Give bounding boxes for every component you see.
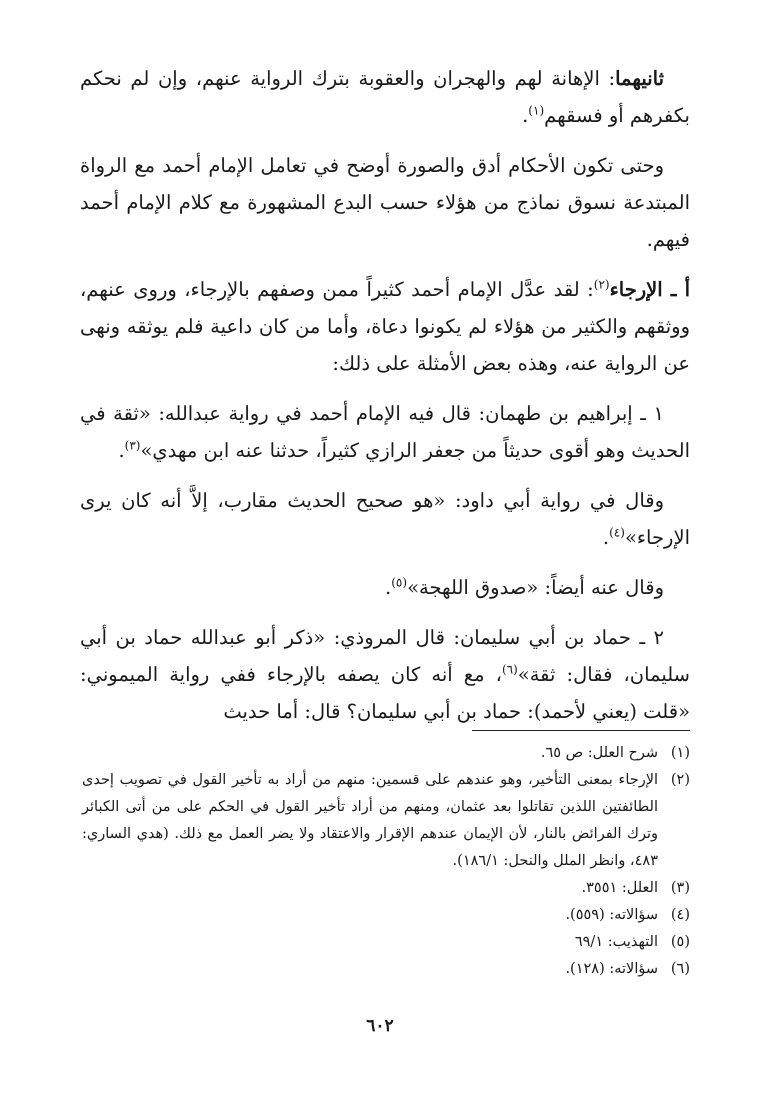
footnotes (82, 740, 690, 983)
paragraph-tail: . (385, 576, 392, 599)
footnote-number: (٤) (670, 907, 690, 923)
paragraph-text: ١ ـ إبراهيم بن طهمان: قال فيه الإمام أحمد في رواية عبدالله: «ثقة في الحديث وهو أقوى حديثاً من جعفر الرازي كثيراً، حدثنا عنه ابن مهدي» (80, 402, 690, 462)
paragraph-text: ٢ ـ حماد بن أبي سليمان: قال المروذي: «ذكر أبو عبدالله حماد بن أبي سليمان، فقال: ثقة» (80, 626, 690, 686)
footnote-number: (٢) (670, 772, 690, 788)
footnote-ref: (٦) (501, 662, 518, 677)
footnote-ref: (٤) (609, 525, 625, 540)
footnote (82, 929, 690, 956)
paragraph-ibrahim (80, 395, 690, 469)
footnote (82, 956, 690, 983)
footnote-divider (472, 730, 690, 731)
paragraph-intro (80, 147, 690, 258)
footnote-ref: (٢) (593, 277, 610, 292)
paragraph-tail: ، مع أنه كان يصفه بالإرجاء ففي رواية الميموني: «قلت (يعني لأحمد): حماد بن أبي سليمان؟ قال: أما حديث (80, 663, 690, 723)
footnote-number: (٦) (670, 961, 690, 977)
footnote (82, 767, 690, 875)
paragraph-tail: . (602, 526, 610, 549)
footnote-text: سؤالاته: (١٢٨). (565, 961, 658, 977)
paragraph-abu-dawud (80, 482, 690, 556)
paragraph-irja-heading (80, 271, 690, 382)
paragraph-text: وقال في رواية أبي داود: «هو صحيح الحديث مقارب، إلاَّ أنه كان يرى الإرجاء» (80, 489, 690, 549)
footnote (82, 902, 690, 929)
paragraph-hammad (80, 619, 690, 730)
footnote-number: (٥) (670, 934, 690, 950)
footnote-ref: (١) (528, 103, 545, 118)
footnote-text: الإرجاء بمعنى التأخير، وهو عندهم على قسمين: منهم من أراد به تأخير القول في تصويب إحدى الطائفتين اللذين تقاتلوا بعد عثمان، ومنهم من أراد تأخير القول في الحكم على من أتى الكبائر وترك الفرائض بالنار، لأن الإيمان عندهم الإقرار والاعتقاد ولا يضر العمل مع ذلك. (هدي الساري: ٤٨٣، وانظر الملل والنحل: ١٨٦/١). (82, 772, 658, 869)
paragraph-tail: . (522, 104, 529, 127)
paragraph-text: وقال عنه أيضاً: «صدوق اللهجة» (407, 576, 664, 599)
footnote-text: التهذيب: ٦٩/١ (574, 934, 658, 950)
main-text (80, 60, 690, 743)
paragraph-text: : لقد عدَّل الإمام أحمد كثيراً ممن وصفهم بالإرجاء، وروى عنهم، ووثقهم والكثير من هؤلاء لم يكونوا دعاة، وأما من كان داعية فلم يوثقه ونهى عن الرواية عنه، وهذه بعض الأمثلة على ذلك: (80, 278, 690, 375)
footnote-text: العلل: ٣٥٥١. (581, 880, 658, 896)
footnote-text: شرح العلل: ص ٦٥. (540, 745, 658, 761)
footnote-number: (١) (670, 745, 690, 761)
paragraph-lead: ثانيهما (615, 67, 664, 90)
paragraph-text: وحتى تكون الأحكام أدق والصورة أوضح في تعامل الإمام أحمد مع الرواة المبتدعة نسوق نماذج من هؤلاء حسب البدع المشهورة مع كلام الإمام أحمد فيهم. (80, 154, 690, 251)
footnote (82, 740, 690, 767)
paragraph-tail: . (118, 439, 125, 462)
footnote-ref: (٥) (391, 575, 408, 590)
page-number: ٦٠٢ (366, 1016, 394, 1036)
footnote (82, 875, 690, 902)
footnote-text: سؤالاته: (٥٥٩). (565, 907, 658, 923)
paragraph-text: : الإهانة لهم والهجران والعقوبة بترك الرواية عنهم، وإن لم نحكم بكفرهم أو فسقهم (80, 67, 690, 127)
footnote-ref: (٣) (124, 438, 141, 453)
footnote-number: (٣) (670, 880, 690, 896)
paragraph-second-type (80, 60, 690, 134)
section-heading: أ ـ الإرجاء (609, 278, 690, 301)
paragraph-sadooq (80, 569, 690, 606)
